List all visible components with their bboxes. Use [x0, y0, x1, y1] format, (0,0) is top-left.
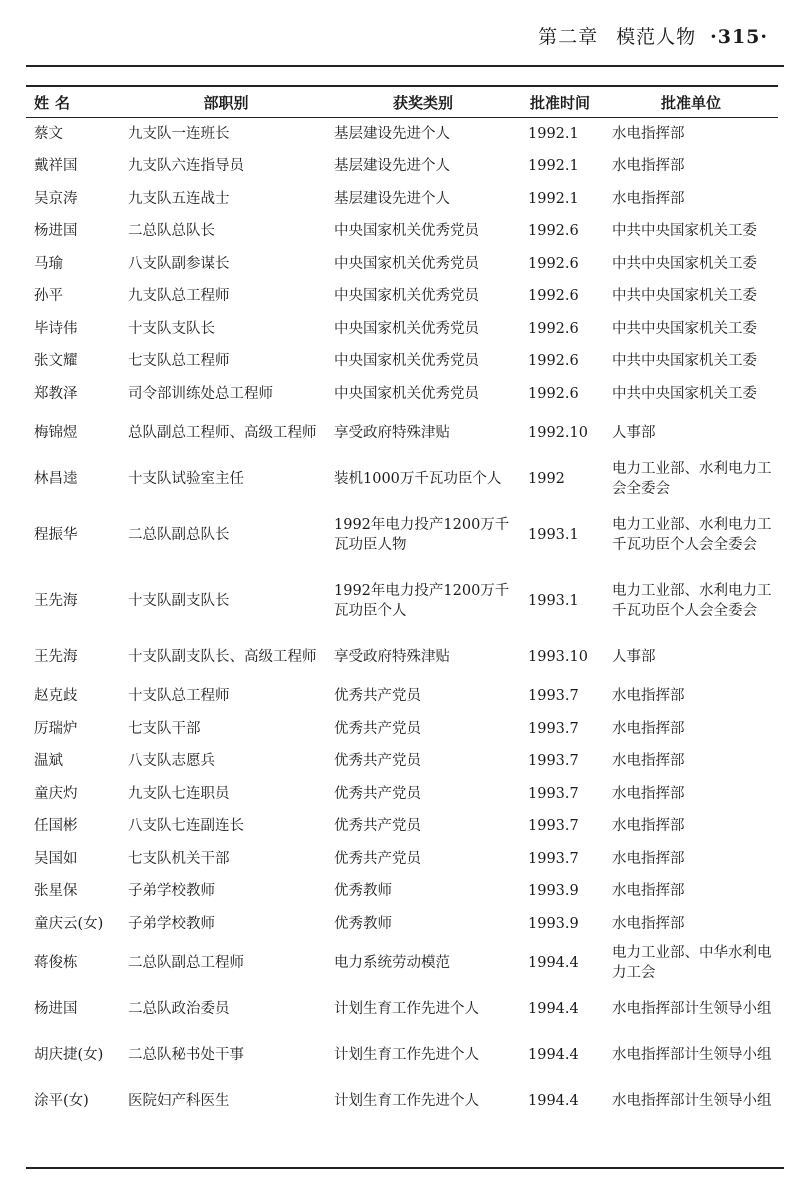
- cell-name: 胡庆捷(女): [34, 1047, 104, 1063]
- cell-award: 优秀共产党员: [334, 818, 421, 835]
- cell-date: 1992.6: [528, 320, 579, 337]
- cell-unit: 水电指挥部: [612, 915, 685, 932]
- table-row: [26, 502, 778, 568]
- cell-award: 优秀共产党员: [334, 850, 421, 867]
- cell-date: 1992.6: [528, 353, 579, 370]
- cell-award: 计划生育工作先进个人: [334, 1001, 479, 1017]
- cell-name: 蒋俊栋: [34, 955, 78, 971]
- cell-date: 1993.7: [528, 753, 579, 770]
- cell-name: 梅锦煜: [34, 425, 78, 441]
- cell-dept: 九支队一连班长: [128, 126, 230, 142]
- cell-dept: 子弟学校教师: [128, 915, 215, 932]
- cell-unit: 水电指挥部: [612, 883, 685, 900]
- cell-name: 童庆灼: [34, 785, 78, 802]
- cell-unit: 水电指挥部: [612, 785, 685, 802]
- cell-award: 计划生育工作先进个人: [334, 1047, 479, 1063]
- cell-date: 1992.6: [528, 223, 579, 240]
- table-row: [26, 680, 778, 713]
- table-row: [26, 713, 778, 746]
- header-award: 获奖类别: [330, 86, 516, 118]
- cell-award: 中央国家机关优秀党员: [334, 288, 479, 305]
- table-row: [26, 986, 778, 1032]
- cell-unit: 水电指挥部: [612, 850, 685, 867]
- cell-name: 蔡文: [34, 126, 63, 142]
- cell-date: 1992.1: [528, 158, 579, 175]
- table-row: [26, 410, 778, 456]
- cell-award: 中央国家机关优秀党员: [334, 353, 479, 370]
- cell-dept: 七支队总工程师: [128, 353, 230, 370]
- table-row: [26, 456, 778, 502]
- table-row: [26, 1032, 778, 1078]
- cell-name: 程振华: [34, 527, 78, 543]
- table-header-row: [26, 86, 778, 118]
- cell-name: 张星保: [34, 883, 78, 900]
- footer-rule: [26, 1167, 784, 1169]
- cell-name: 任国彬: [34, 818, 78, 835]
- cell-name: 赵克歧: [34, 688, 78, 705]
- cell-award: 中央国家机关优秀党员: [334, 223, 479, 240]
- award-table: [26, 85, 778, 1124]
- cell-dept: 二总队副总工程师: [128, 955, 244, 971]
- table-row: [26, 908, 778, 941]
- running-head: [538, 22, 768, 49]
- cell-dept: 八支队七连副连长: [128, 818, 244, 835]
- cell-award: 优秀共产党员: [334, 688, 421, 705]
- cell-dept: 医院妇产科医生: [128, 1093, 230, 1109]
- cell-award: 1992年电力投产1200万千瓦功臣人物: [334, 517, 510, 553]
- table-row: [26, 875, 778, 908]
- cell-dept: 八支队志愿兵: [128, 753, 215, 770]
- cell-date: 1993.10: [528, 649, 588, 665]
- cell-date: 1993.9: [528, 883, 579, 900]
- page-number: ·315·: [710, 26, 768, 48]
- cell-dept: 总队副总工程师、高级工程师: [128, 425, 317, 441]
- cell-name: 杨进国: [34, 1001, 78, 1017]
- cell-award: 享受政府特殊津贴: [334, 649, 450, 665]
- cell-award: 基层建设先进个人: [334, 190, 450, 207]
- cell-date: 1993.9: [528, 915, 579, 932]
- cell-date: 1992.10: [528, 425, 588, 441]
- cell-dept: 九支队五连战士: [128, 190, 230, 207]
- cell-date: 1993.7: [528, 720, 579, 737]
- cell-dept: 十支队副支队长、高级工程师: [128, 649, 317, 665]
- cell-name: 温斌: [34, 753, 63, 770]
- cell-unit: 电力工业部、水利电力工千瓦功臣个人会全委会: [612, 517, 772, 553]
- table-row: [26, 940, 778, 986]
- cell-name: 吴国如: [34, 850, 78, 867]
- cell-name: 王先海: [34, 593, 78, 609]
- cell-unit: 水电指挥部: [612, 720, 685, 737]
- cell-date: 1993.1: [528, 593, 579, 609]
- table-row: [26, 280, 778, 313]
- cell-unit: 中共中央国家机关工委: [612, 320, 757, 337]
- table-row: [26, 183, 778, 216]
- cell-award: 基层建设先进个人: [334, 158, 450, 175]
- cell-dept: 十支队试验室主任: [128, 471, 244, 487]
- cell-award: 计划生育工作先进个人: [334, 1093, 479, 1109]
- cell-dept: 七支队干部: [128, 720, 201, 737]
- cell-dept: 七支队机关干部: [128, 850, 230, 867]
- cell-name: 马瑜: [34, 255, 63, 272]
- cell-unit: 电力工业部、中华水利电力工会: [612, 945, 772, 981]
- cell-date: 1992.1: [528, 126, 579, 142]
- cell-unit: 中共中央国家机关工委: [612, 255, 757, 272]
- header-rule: [26, 65, 784, 67]
- cell-date: 1994.4: [528, 1047, 579, 1063]
- table-row: [26, 1078, 778, 1124]
- cell-name: 杨进国: [34, 223, 78, 240]
- cell-dept: 司令部训练处总工程师: [128, 385, 273, 402]
- cell-name: 涂平(女): [34, 1093, 89, 1109]
- cell-date: 1994.4: [528, 1001, 579, 1017]
- table-row: [26, 634, 778, 680]
- table-row: [26, 810, 778, 843]
- table-row: [26, 345, 778, 378]
- cell-award: 1992年电力投产1200万千瓦功臣个人: [334, 583, 510, 619]
- cell-unit: 水电指挥部: [612, 818, 685, 835]
- cell-award: 基层建设先进个人: [334, 126, 450, 142]
- cell-award: 电力系统劳动模范: [334, 955, 450, 971]
- cell-award: 享受政府特殊津贴: [334, 425, 450, 441]
- table-row: [26, 778, 778, 811]
- cell-date: 1993.7: [528, 785, 579, 802]
- cell-dept: 九支队六连指导员: [128, 158, 244, 175]
- cell-unit: 中共中央国家机关工委: [612, 223, 757, 240]
- cell-name: 厉瑞炉: [34, 720, 78, 737]
- header-unit: 批准单位: [604, 86, 778, 118]
- cell-dept: 二总队秘书处干事: [128, 1047, 244, 1063]
- cell-unit: 水电指挥部计生领导小组: [612, 1047, 772, 1063]
- cell-name: 林昌逵: [34, 471, 78, 487]
- table-row: [26, 378, 778, 411]
- cell-unit: 电力工业部、水利电力工会全委会: [612, 461, 772, 497]
- cell-date: 1994.4: [528, 1093, 579, 1109]
- cell-unit: 电力工业部、水利电力工千瓦功臣个人会全委会: [612, 583, 772, 619]
- table-row: [26, 248, 778, 281]
- cell-unit: 中共中央国家机关工委: [612, 385, 757, 402]
- cell-unit: 水电指挥部计生领导小组: [612, 1001, 772, 1017]
- cell-dept: 十支队支队长: [128, 320, 215, 337]
- cell-award: 优秀共产党员: [334, 753, 421, 770]
- cell-unit: 水电指挥部: [612, 126, 685, 142]
- cell-name: 郑教泽: [34, 385, 78, 402]
- cell-dept: 十支队总工程师: [128, 688, 230, 705]
- cell-award: 中央国家机关优秀党员: [334, 320, 479, 337]
- cell-award: 中央国家机关优秀党员: [334, 255, 479, 272]
- table-row: [26, 118, 778, 151]
- cell-date: 1992.6: [528, 288, 579, 305]
- cell-unit: 水电指挥部: [612, 190, 685, 207]
- table-row: [26, 843, 778, 876]
- cell-award: 优秀共产党员: [334, 720, 421, 737]
- cell-name: 童庆云(女): [34, 915, 104, 932]
- cell-dept: 九支队总工程师: [128, 288, 230, 305]
- table-row: [26, 745, 778, 778]
- cell-unit: 水电指挥部: [612, 688, 685, 705]
- cell-unit: 水电指挥部: [612, 753, 685, 770]
- cell-date: 1993.7: [528, 850, 579, 867]
- cell-name: 孙平: [34, 288, 63, 305]
- cell-date: 1992.6: [528, 385, 579, 402]
- cell-unit: 中共中央国家机关工委: [612, 353, 757, 370]
- cell-award: 中央国家机关优秀党员: [334, 385, 479, 402]
- cell-dept: 二总队政治委员: [128, 1001, 230, 1017]
- cell-dept: 八支队副参谋长: [128, 255, 230, 272]
- table-row: [26, 215, 778, 248]
- cell-dept: 子弟学校教师: [128, 883, 215, 900]
- table-row: [26, 313, 778, 346]
- cell-date: 1992.6: [528, 255, 579, 272]
- cell-award: 优秀教师: [334, 883, 392, 900]
- cell-date: 1993.7: [528, 818, 579, 835]
- cell-date: 1992: [528, 471, 565, 487]
- cell-date: 1993.1: [528, 527, 579, 543]
- cell-name: 毕诗伟: [34, 320, 78, 337]
- cell-unit: 人事部: [612, 649, 656, 665]
- cell-dept: 二总队副总队长: [128, 527, 230, 543]
- cell-name: 戴祥国: [34, 158, 78, 175]
- header-date: 批准时间: [516, 86, 604, 118]
- cell-date: 1993.7: [528, 688, 579, 705]
- table-row: [26, 150, 778, 183]
- cell-name: 王先海: [34, 649, 78, 665]
- cell-date: 1992.1: [528, 190, 579, 207]
- cell-name: 张文耀: [34, 353, 78, 370]
- cell-date: 1994.4: [528, 955, 579, 971]
- cell-award: 优秀教师: [334, 915, 392, 932]
- cell-dept: 二总队总队长: [128, 223, 215, 240]
- cell-award: 装机1000万千瓦功臣个人: [334, 471, 502, 487]
- chapter-label: 第二章: [538, 26, 599, 48]
- cell-unit: 水电指挥部计生领导小组: [612, 1093, 772, 1109]
- cell-unit: 人事部: [612, 425, 656, 441]
- cell-award: 优秀共产党员: [334, 785, 421, 802]
- table-row: [26, 568, 778, 634]
- header-name: 姓名: [26, 86, 122, 118]
- cell-unit: 中共中央国家机关工委: [612, 288, 757, 305]
- header-dept: 部职别: [122, 86, 330, 118]
- cell-dept: 九支队七连职员: [128, 785, 230, 802]
- chapter-title: 模范人物: [616, 26, 697, 48]
- cell-unit: 水电指挥部: [612, 158, 685, 175]
- cell-name: 吴京涛: [34, 190, 78, 207]
- cell-dept: 十支队副支队长: [128, 593, 230, 609]
